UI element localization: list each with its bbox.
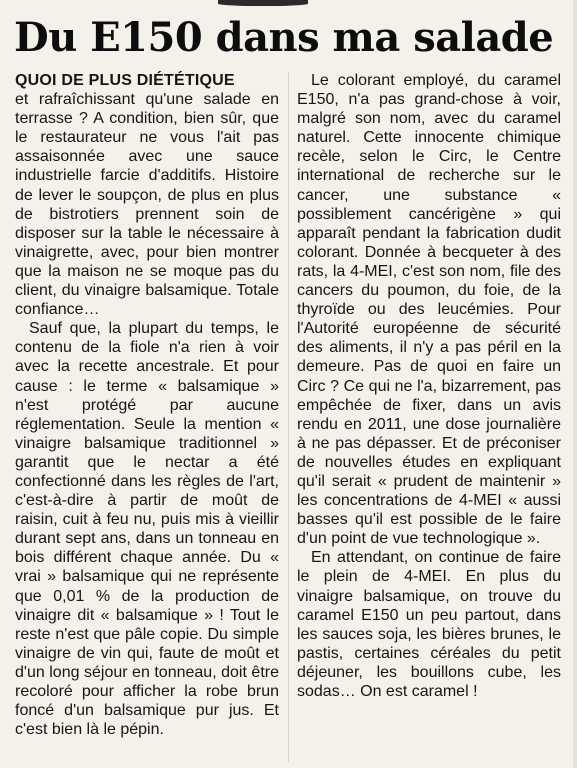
previous-article-fragment: [218, 0, 308, 6]
article-column-left: [15, 71, 279, 739]
article-column-right: [297, 71, 561, 701]
paragraph-conclusion: En attendant, on continue de faire le plein de 4-MEI. En plus du vinaigre balsamique, on trouve du caramel E150 un peu partout, dans les sauces soja, les bières brunes, le pastis, certaines céréales du petit déjeuner, les bouillons cube, les sodas… On est caramel !: [297, 549, 561, 700]
lead-paragraph-text: et rafraîchissant qu'une salade en terrasse ? A condition, bien sûr, que le restaurateur ne vous l'ait pas assaisonnée avec une sauce industrielle farcie d'additifs. Histoire de lever le soupçon, de plus en plus de bistrotiers prennent soin de disposer sur la table le nécessaire à vinaigrette, avec, pour bien montrer que la maison ne se moque pas du client, du vinaigre balsamique. Totale confiance…: [15, 91, 279, 319]
lead-in-caps: QUOI DE PLUS DIÉTÉTIQUE: [15, 72, 235, 89]
paragraph-colorant: Le colorant employé, du caramel E150, n'a pas grand-chose à voir, malgré son nom, avec du caramel naturel. Cette innocente chimique recèle, selon le Circ, le Centre international de recherche sur le cancer, une substance « possiblement cancérigène » qui apparaît pendant la fabrication dudit colorant. Donnée à becqueter à des rats, la 4-MEI, c'est son nom, file des cancers du poumon, du foie, de la thyroïde ou des leucémies. Pour l'Autorité européenne de sécurité des aliments, il n'y a pas péril en la demeure. Pas de quoi en faire un Circ ? Ce qui ne l'a, bizarrement, pas empêchée de fixer, dans un avis rendu en 2011, une dose journalière à ne pas dépasser. Et de préconiser de nouvelles études en expliquant qu'il serait « prudent de maintenir » les concentrations de 4-MEI « aussi basses qu'il est possible de le faire d'un point de vue technologique ».: [297, 72, 561, 548]
clipping-top-edge: [0, 0, 577, 12]
column-gutter: [288, 72, 289, 762]
article-headline: Du E150 dans ma salade: [14, 14, 554, 61]
paragraph-balsamique: Sauf que, la plupart du temps, le contenu de la fiole n'a rien à voir avec la recette ancestrale. Et pour cause : le terme « balsamique » n'est protégé par aucune réglementation. Seule la mention « vinaigre balsamique traditionnel » garantit que le nectar a été confectionné dans les règles de l'art, c'est-à-dire à partir de moût de raisin, cuit à feu nu, puis mis à vieillir durant sept ans, dans un tonneau en bois différent chaque année. Du « vrai » balsamique qui ne représente que 0,01 % de la production de vinaigre dit « balsamique » ! Tout le reste n'est que pâle copie. Du simple vinaigre de vin qui, faute de moût et d'un long séjour en tonneau, doit être recoloré pour afficher la robe brun foncé d'un balsamique pur jus. Et c'est bien là le pépin.: [15, 320, 279, 739]
clipping-right-edge: [573, 0, 577, 768]
paragraph-lead: [15, 71, 279, 319]
